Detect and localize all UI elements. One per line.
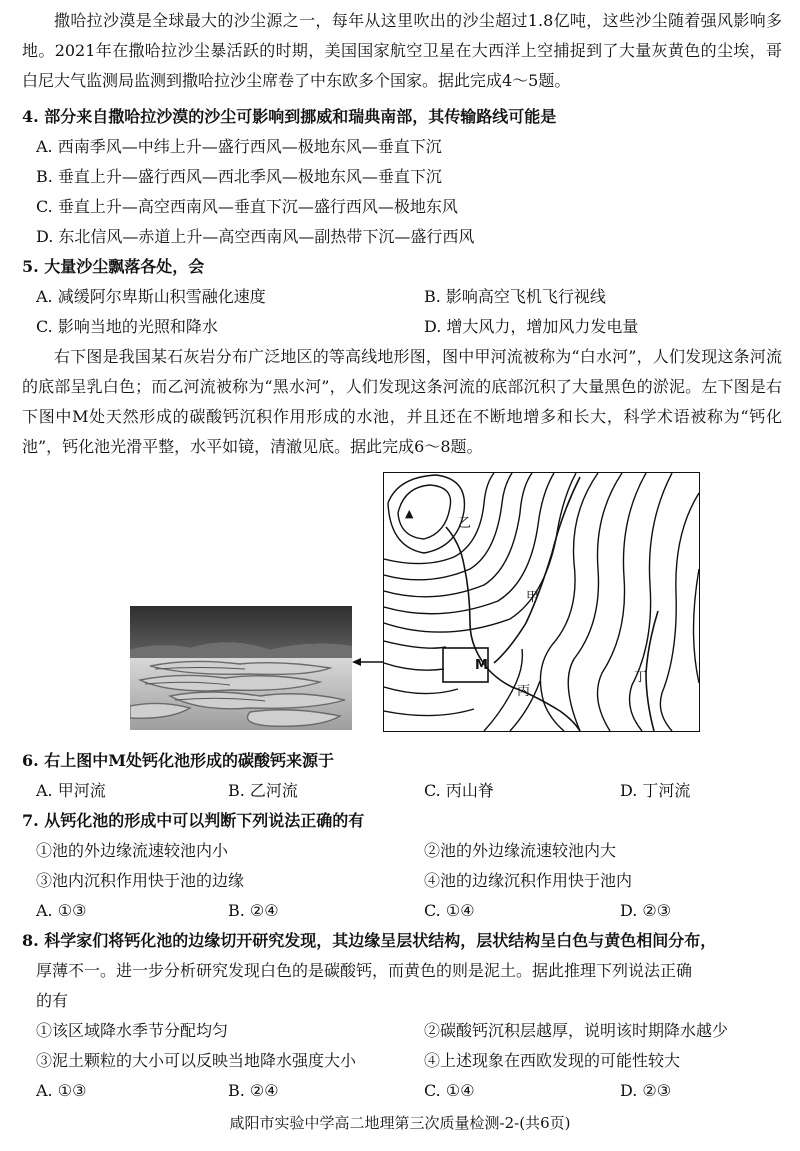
question-4-option-c[interactable]: C. 垂直上升—高空西南风—垂直下沉—盛行西风—极地东风 <box>36 197 458 216</box>
calcified-pool-photo <box>130 606 352 730</box>
question-5-option-c[interactable]: C. 影响当地的光照和降水 <box>36 317 218 336</box>
question-5-option-b[interactable]: B. 影响高空飞机飞行视线 <box>424 287 606 306</box>
question-4-option-b[interactable]: B. 垂直上升—盛行西风—西北季风—极地东风—垂直下沉 <box>36 167 442 186</box>
question-6-option-b[interactable]: B. 乙河流 <box>228 781 298 800</box>
map-label-jia: 甲 <box>526 590 540 605</box>
question-8-item-1: ①该区域降水季节分配均匀 <box>36 1021 229 1040</box>
question-7-option-d[interactable]: D. ②③ <box>620 901 672 920</box>
contour-map <box>383 472 700 732</box>
question-5-stem: 5. 大量沙尘飘落各处，会 <box>22 257 205 276</box>
question-8-stem-line-2: 厚薄不一。进一步分析研究发现白色的是碳酸钙，而黄色的则是泥土。据此推理下列说法正确 <box>36 961 693 980</box>
question-8-option-b[interactable]: B. ②④ <box>228 1081 279 1100</box>
question-6-option-c[interactable]: C. 丙山脊 <box>424 781 494 800</box>
peak-icon: ▲ <box>405 507 414 520</box>
question-4-option-a[interactable]: A. 西南季风—中纬上升—盛行西风—极地东风—垂直下沉 <box>36 137 442 156</box>
question-8-item-2: ②碳酸钙沉积层越厚，说明该时期降水越少 <box>424 1021 729 1040</box>
question-7-item-1: ①池的外边缘流速较池内小 <box>36 841 229 860</box>
question-5-option-d[interactable]: D. 增大风力，增加风力发电量 <box>424 317 639 336</box>
passage-limestone: 右下图是我国某石灰岩分布广泛地区的等高线地形图，图中甲河流被称为“白水河”，人们发现这条河流的底部呈乳白色；而乙河流被称为“黑水河”，人们发现这条河流的底部沉积了大量黑色的淤泥。左下图是右下图中M处天然形成的碳酸钙沉积作用形成的水池，并且还在不断地增多和长大，科学术语被称为“钙化池”，钙化池光滑平整，水平如镜，清澈见底。据此完成6～8题。 <box>22 347 782 456</box>
question-8-item-4: ④上述现象在西欧发现的可能性较大 <box>424 1051 681 1070</box>
page-footer: 咸阳市实验中学高二地理第三次质量检测-2-(共6页) <box>229 1114 571 1132</box>
question-7-item-2: ②池的外边缘流速较池内大 <box>424 841 617 860</box>
question-8-option-c[interactable]: C. ①④ <box>424 1081 475 1100</box>
passage-sahara: 撒哈拉沙漠是全球最大的沙尘源之一，每年从这里吹出的沙尘超过1.8亿吨，这些沙尘随着强风影响多地。2021年在撒哈拉沙尘暴活跃的时期，美国国家航空卫星在大西洋上空捕捉到了大量灰黄色的尘埃，哥白尼大气监测局监测到撒哈拉沙尘席卷了中东欧多个国家。据此完成4～5题。 <box>22 11 782 90</box>
question-8-option-a[interactable]: A. ①③ <box>36 1081 87 1100</box>
question-6-option-d[interactable]: D. 丁河流 <box>620 781 691 800</box>
question-8-option-d[interactable]: D. ②③ <box>620 1081 672 1100</box>
question-7-stem: 7. 从钙化池的形成中可以判断下列说法正确的有 <box>22 811 365 830</box>
question-8-item-3: ③泥土颗粒的大小可以反映当地降水强度大小 <box>36 1051 357 1070</box>
question-5-option-a[interactable]: A. 减缓阿尔卑斯山积雪融化速度 <box>36 287 266 306</box>
map-label-m: M <box>475 658 488 673</box>
question-6-stem: 6. 右上图中M处钙化池形成的碳酸钙来源于 <box>22 751 334 770</box>
question-7-item-4: ④池的边缘沉积作用快于池内 <box>424 871 633 890</box>
question-8-stem-line-1: 8. 科学家们将钙化池的边缘切开研究发现，其边缘呈层状结构，层状结构呈白色与黄色相间分布， <box>22 931 717 950</box>
question-6-option-a[interactable]: A. 甲河流 <box>36 781 106 800</box>
map-label-yi: 乙 <box>458 516 472 531</box>
question-7-option-c[interactable]: C. ①④ <box>424 901 475 920</box>
question-8-stem-line-3: 的有 <box>36 991 69 1010</box>
question-7-option-b[interactable]: B. ②④ <box>228 901 279 920</box>
map-label-bing: 丙 <box>517 684 531 699</box>
question-7-option-a[interactable]: A. ①③ <box>36 901 87 920</box>
map-label-ding: 丁 <box>634 670 648 685</box>
question-4-stem: 4. 部分来自撒哈拉沙漠的沙尘可影响到挪威和瑞典南部，其传输路线可能是 <box>22 107 557 126</box>
question-7-item-3: ③池内沉积作用快于池的边缘 <box>36 871 245 890</box>
question-4-option-d[interactable]: D. 东北信风—赤道上升—高空西南风—副热带下沉—盛行西风 <box>36 227 475 246</box>
